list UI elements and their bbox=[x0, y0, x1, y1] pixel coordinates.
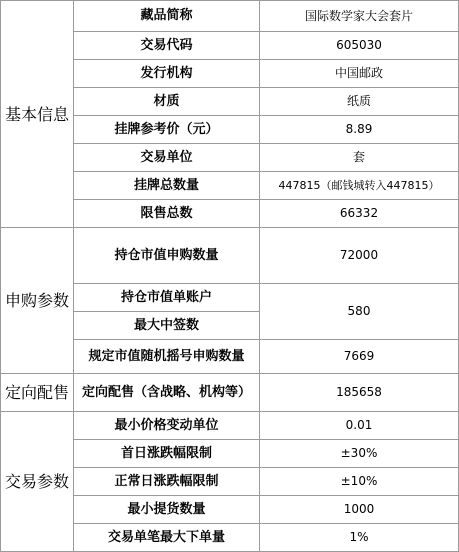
row-label-random-lottery-qty: 规定市值随机摇号申购数量 bbox=[74, 340, 260, 374]
section-subscription-params: 申购参数 bbox=[1, 228, 74, 374]
row-value-trade-code: 605030 bbox=[260, 32, 459, 60]
row-value-max-order-size: 1% bbox=[260, 524, 459, 552]
row-label-trade-code: 交易代码 bbox=[74, 32, 260, 60]
row-label-max-winning: 最大中签数 bbox=[74, 312, 260, 340]
row-value-normal-day-limit: ±10% bbox=[260, 468, 459, 496]
row-label-trade-unit: 交易单位 bbox=[74, 144, 260, 172]
row-label-issuer: 发行机构 bbox=[74, 60, 260, 88]
row-value-trade-unit: 套 bbox=[260, 144, 459, 172]
row-label-normal-day-limit: 正常日涨跌幅限制 bbox=[74, 468, 260, 496]
row-value-listed-total: 447815（邮钱城转入447815） bbox=[260, 172, 459, 200]
row-value-issuer: 中国邮政 bbox=[260, 60, 459, 88]
row-label-min-tick: 最小价格变动单位 bbox=[74, 412, 260, 440]
table-row bbox=[1, 412, 459, 440]
row-label-max-order-size: 交易单笔最大下单量 bbox=[74, 524, 260, 552]
row-label-listed-total: 挂牌总数量 bbox=[74, 172, 260, 200]
row-label-reference-price: 挂牌参考价（元） bbox=[74, 116, 260, 144]
row-label-directed-placement: 定向配售（含战略、机构等） bbox=[74, 374, 260, 412]
row-value-holding-subscription-qty: 72000 bbox=[260, 228, 459, 284]
row-label-first-day-limit: 首日涨跌幅限制 bbox=[74, 440, 260, 468]
table-row bbox=[1, 228, 459, 284]
row-value-reference-price: 8.89 bbox=[260, 116, 459, 144]
row-label-single-account: 持仓市值单账户 bbox=[74, 284, 260, 312]
section-directed-placement: 定向配售 bbox=[1, 374, 74, 412]
row-value-first-day-limit: ±30% bbox=[260, 440, 459, 468]
section-trading-params: 交易参数 bbox=[1, 412, 74, 552]
row-value-directed-placement: 185658 bbox=[260, 374, 459, 412]
row-label-restricted-total: 限售总数 bbox=[74, 200, 260, 228]
row-value-restricted-total: 66332 bbox=[260, 200, 459, 228]
row-value-min-tick: 0.01 bbox=[260, 412, 459, 440]
row-label-min-delivery-qty: 最小提货数量 bbox=[74, 496, 260, 524]
row-value-material: 纸质 bbox=[260, 88, 459, 116]
row-value-min-delivery-qty: 1000 bbox=[260, 496, 459, 524]
table-row bbox=[1, 374, 459, 412]
table-row bbox=[1, 1, 459, 32]
row-value-single-account-max-win: 580 bbox=[260, 284, 459, 340]
section-basic-info: 基本信息 bbox=[1, 1, 74, 228]
row-value-short-name: 国际数学家大会套片 bbox=[260, 1, 459, 32]
row-value-random-lottery-qty: 7669 bbox=[260, 340, 459, 374]
row-label-holding-subscription-qty: 持仓市值申购数量 bbox=[74, 228, 260, 284]
row-label-short-name: 藏品简称 bbox=[74, 1, 260, 32]
row-label-material: 材质 bbox=[74, 88, 260, 116]
